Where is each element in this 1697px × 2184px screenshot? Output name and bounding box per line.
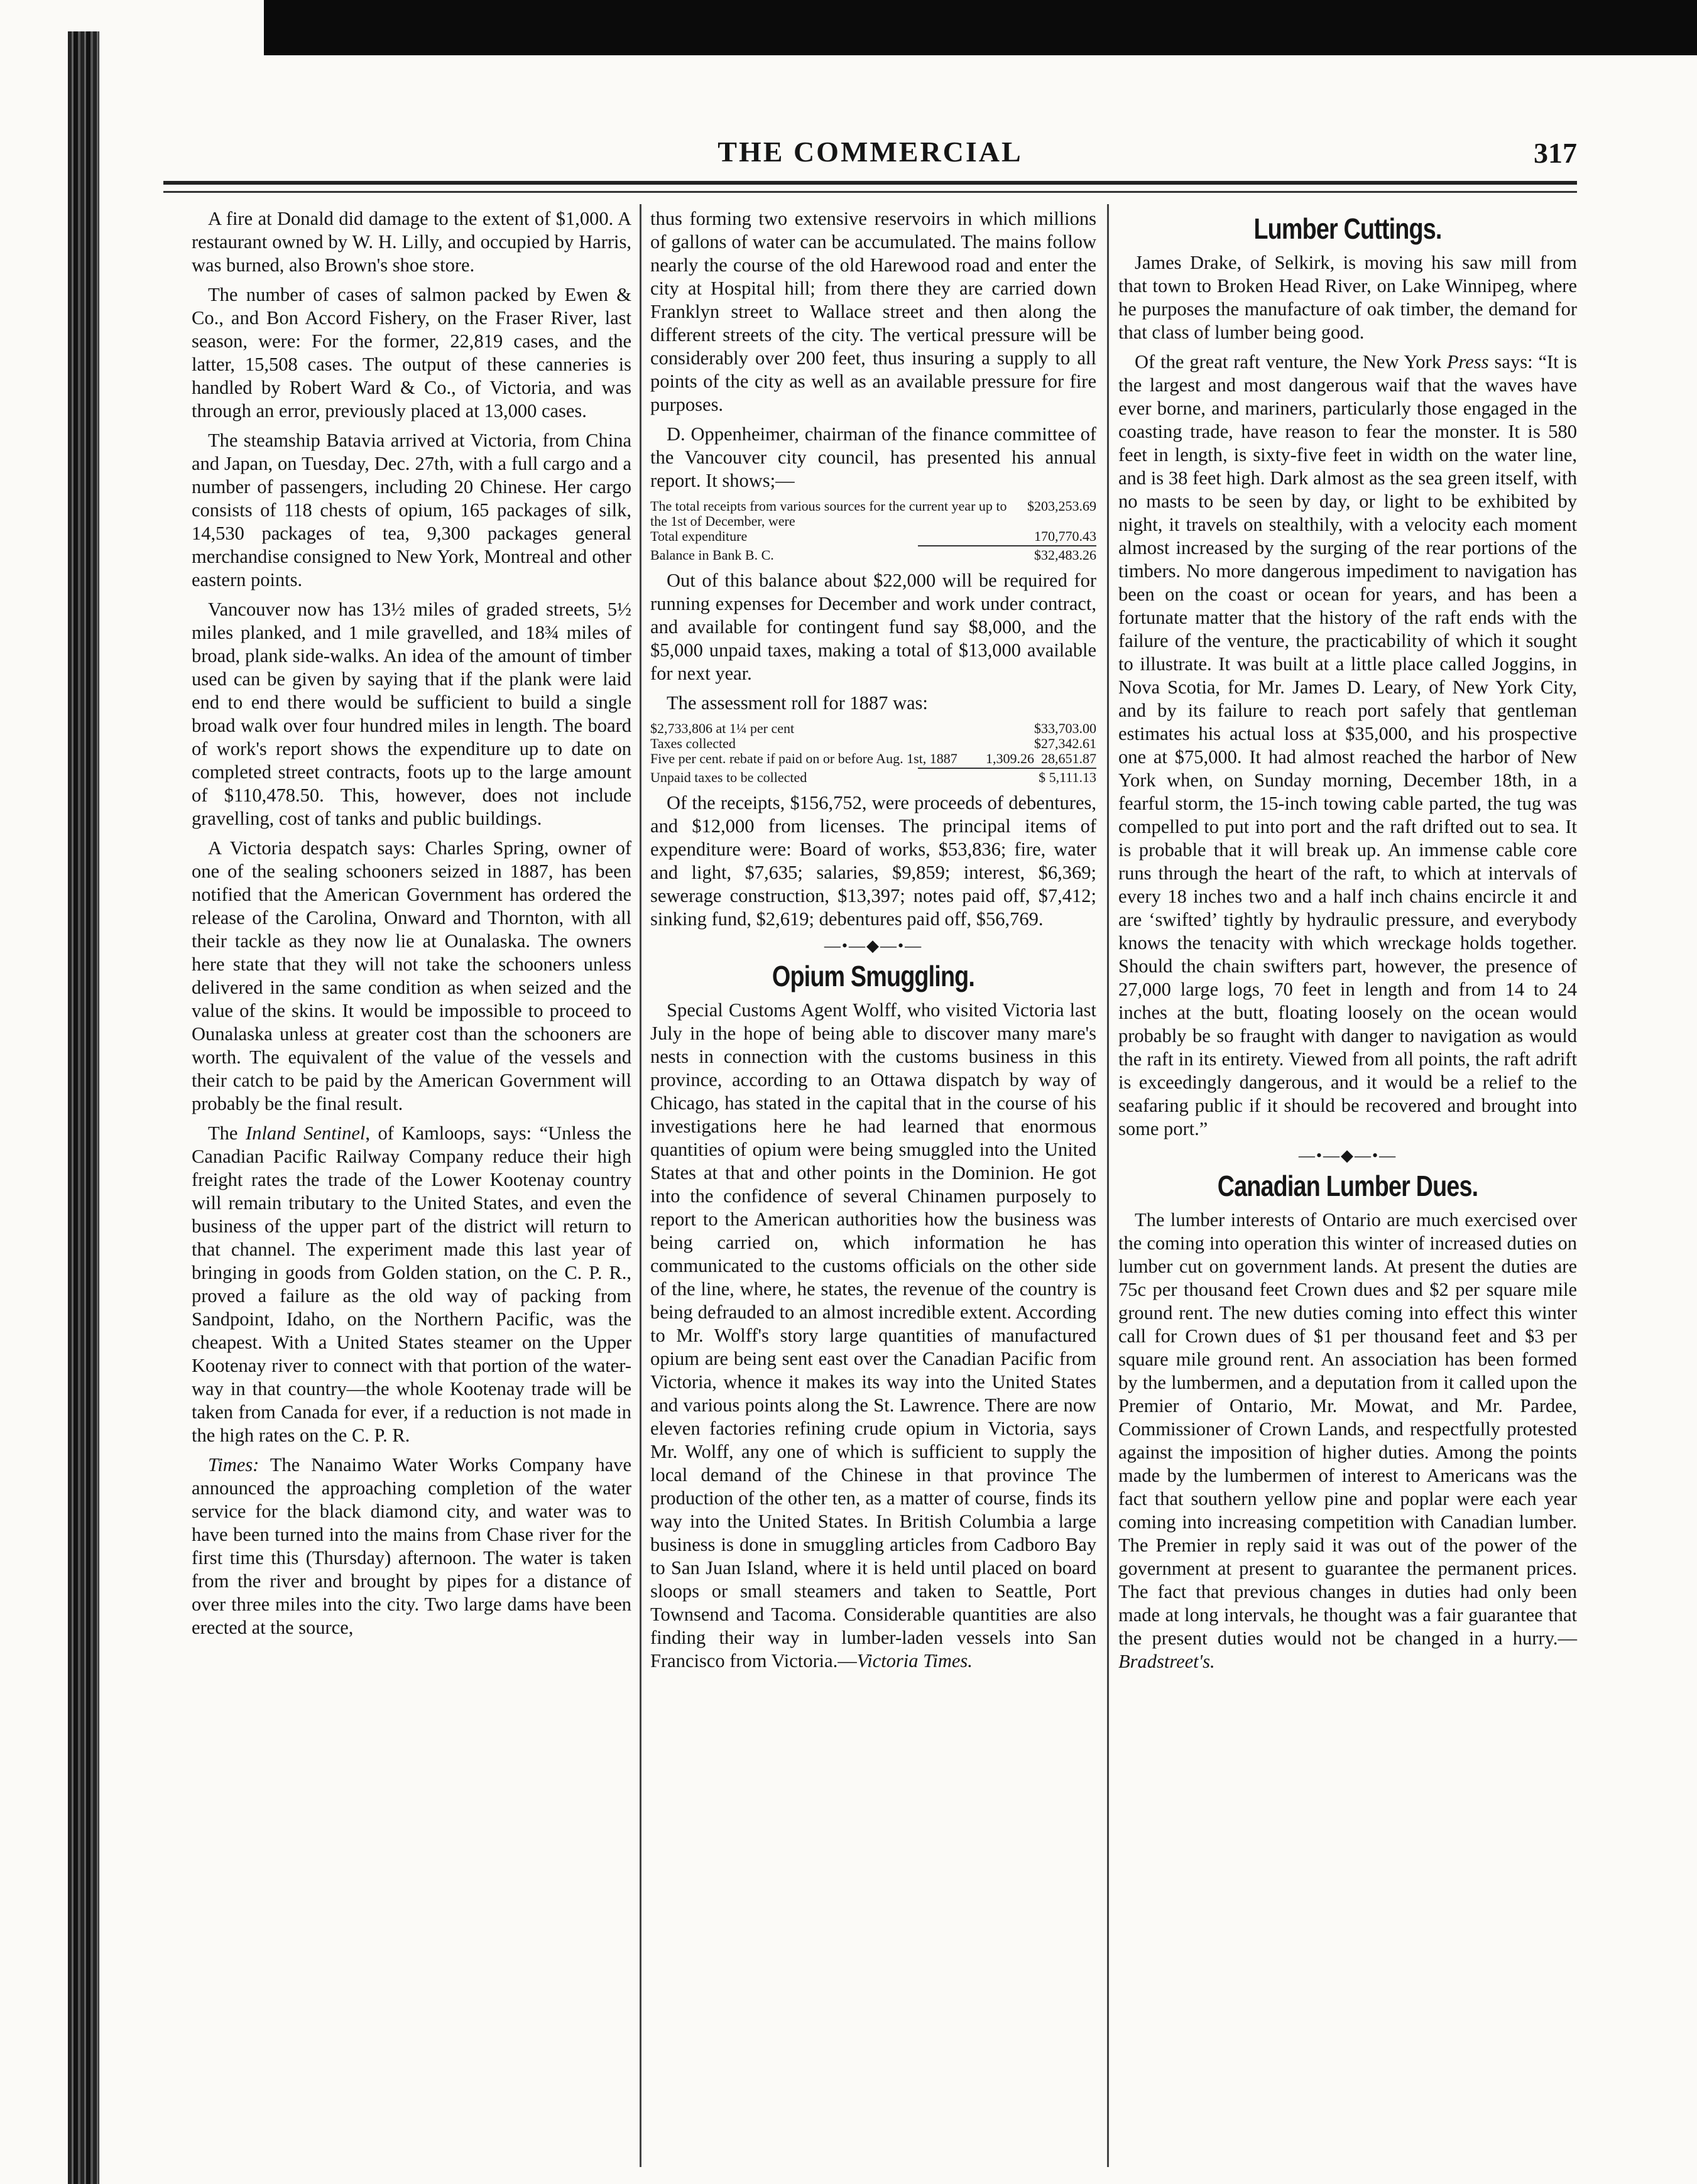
section-heading: Canadian Lumber Dues. (1217, 1170, 1478, 1202)
article-paragraph: Of the receipts, $156,752, were proceeds of debentures, and $12,000 from licenses. The principal items of expenditure were: Board of works, $53,836; fire, water and light, $7,635; salaries, $9,859; interest, $6,369; sewerage construction, $13,397; notes paid off, $7,412; sinking fund, $2,619; debentures paid off, $56,769. (650, 792, 1096, 930)
section-ornament: —•—◆—•— (824, 937, 923, 955)
column-divider (640, 204, 641, 2167)
column-3 (1118, 207, 1577, 1680)
article-paragraph: thus forming two extensive reservoirs in which millions of gallons of water can be accumulated. The mains follow nearly the course of the old Harewood road and enter the city at Hospital hill; from there they are carried down Franklyn street to Wallace street and then along the different streets of the city. The vertical pressure will be considerably over 200 feet, thus insuring a supply to all points of the city as well as an available pressure for fire purposes. (650, 208, 1096, 415)
source-credit: Victoria Times. (856, 1650, 973, 1671)
article-paragraph: D. Oppenheimer, chairman of the finance committee of the Vancouver city council, has presented his annual report. It shows;— (650, 423, 1096, 491)
section-heading: Lumber Cuttings. (1253, 212, 1442, 245)
page-header (163, 135, 1577, 179)
article-paragraph: The lumber interests of Ontario are much exercised over the coming into operation this winter of increased duties on lumber cut on government lands. At present the duties are 75c per thousand feet Crown dues and $2 per square mile ground rent. The new duties coming into effect this winter call for Crown dues of $1 per thousand feet and $3 per square mile ground rent. An association has been formed by the lumbermen, and a deputation from it called upon the Premier of Ontario, Mr. Mowat, and Mr. Pardee, Commissioner of Crown Lands, and respectfully protested against the imposition of higher duties. Among the points made by the lumbermen of interest to Americans was the fact that southern yellow pine and poplar were each year coming into increasing competition with Canadian lumber. The Premier in reply said it was out of the power of the government at present to guarantee the permanent prices. The fact that previous changes in duties had only been made at long intervals, he thought was a fair guarantee that the present duties would not be changed in a hurry.—Bradstreet's. (1118, 1209, 1577, 1672)
article-paragraph: A Victoria despatch says: Charles Spring, owner of one of the sealing schooners seized in 1887, has been notified that the American Government has ordered the release of the Carolina, Onward and Thornton, with all their tackle as they now lie at Ounalaska. The owners here state that they will not take the schooners unless delivered in the same condition as when seized and the value of the skins. It would be impossible to proceed to Ounalaska unless at greater cost than the schooners are worth. The equivalent of the value of the vessels and their catch to be paid by the American Government will probably be the final result. (192, 837, 631, 1114)
article-paragraph: Times: The Nanaimo Water Works Company have announced the approaching completion of the water service for the black diamond city, and water was to have been turned into the mains from Chase river for the first time this (Thursday) afternoon. The water is taken from the river and brought by pipes for a distance of over three miles into the city. Two large dams have been erected at the source, (192, 1454, 631, 1638)
finance-ledger: The total receipts from various sources for the current year up to the 1st of December, were $203,253.69 Total expenditure 170,770.43 Balance in Bank B. C. $32,483.26 (650, 498, 1096, 563)
scan-top-border (0, 0, 1697, 55)
article-paragraph: The number of cases of salmon packed by Ewen & Co., and Bon Accord Fishery, on the Fraser River, last season, were: For the former, 22,819 cases, and the latter, 15,508 cases. The output of these canneries is handled by Robert Ward & Co., of Victoria, and was through an error, previously placed at 13,000 cases. (192, 284, 631, 421)
article-paragraph: The steamship Batavia arrived at Victoria, from China and Japan, on Tuesday, Dec. 27th, with a full cargo and a number of passengers, including 20 Chinese. Her cargo consists of 118 chests of opium, 165 packages of silk, 14,530 packages of tea, 9,300 packages general merchandise consigned to New York, Montreal and other eastern points. (192, 430, 631, 590)
column-2 (650, 207, 1096, 1679)
article-paragraph: Out of this balance about $22,000 will be required for running expenses for December and work under contract, and available for contingent fund say $8,000, and the $5,000 unpaid taxes, making a total of $13,000 available for next year. (650, 570, 1096, 684)
article-paragraph: The assessment roll for 1887 was: (667, 692, 928, 714)
assessment-ledger: $2,733,806 at 1¼ per cent $33,703.00 Taxes collected $27,342.61 Five per cent. rebate if paid on or before Aug. 1st, 1887 1,309.26 28,651.87 Unpaid taxes to be collected $ 5,111.13 (650, 720, 1096, 785)
publication-name: Press (1446, 351, 1489, 372)
publication-name: Inland Sentinel (245, 1122, 366, 1144)
column-divider (1107, 204, 1109, 2167)
article-paragraph: Of the great raft venture, the New York Press says: “It is the largest and most dangerous waif that the waves have ever borne, and mariners, particularly those engaged in the coasting trade, have reason to fear the monster. It is 580 feet in length, is sixty-five feet in width on the water line, and is 38 feet high. Dark almost as the sea green itself, with no masts to be seen by day, or light to be exhibited by night, it travels on stealthily, with a velocity each moment almost increased by the surging of the rear portions of the timbers. No more dangerous impediment to navigation has been on the coast or ocean for years, and has been a fortunate matter that the history of the raft ends with the failure of the venture, the practicability of which it sought to illustrate. It was built at a little place called Joggins, in Nova Scotia, for Mr. James D. Leary, of New York City, and by its failure to reach port safely that gentleman estimates his actual loss at $35,000, and his prospective one at $75,000. It had almost reached the harbor of New York when, on Sunday morning, December 18th, in a fearful storm, the 15-inch towing cable parted, the tug was compelled to put into port and the raft drifted out to sea. It is probable that it will break up. An immense cable core runs through the heart of the raft, to which at intervals of every 18 inches two and a half inch chains encircle it and are ‘swifted’ tightly by hydraulic pressure, and everybody knows the tenacity with which wreckage holds together. Should the chain swifters part, however, the presence of 27,000 large logs, 70 feet in length and from 14 to 24 inches at the butt, floating loosely on the ocean would probably be so fraught with danger to navigation as would the raft in its entirety. Viewed from all points, the raft adrift is exceedingly dangerous, and it would be a relief to the seafaring public if it should be recovered and brought into some port.” (1118, 351, 1577, 1139)
article-paragraph: Vancouver now has 13½ miles of graded streets, 5½ miles planked, and 1 mile gravelled, and 18¾ miles of broad, plank side-walks. An idea of the amount of timber used can be given by saying that if the plank were laid end to end there would be sufficient to build a single broad walk over four hundred miles in length. The board of work's report shows the expenditure up to date on completed street contracts, foots up to the large amount of $110,478.50. This, however, does not include gravelling, cost of tanks and public buildings. (192, 599, 631, 829)
masthead-title: THE COMMERCIAL (718, 136, 1023, 168)
header-rule (163, 181, 1577, 193)
section-ornament: —•—◆—•— (1298, 1146, 1397, 1165)
article-paragraph: A fire at Donald did damage to the extent of $1,000. A restaurant owned by W. H. Lilly, and occupied by Harris, was burned, also Brown's shoe store. (192, 208, 631, 276)
page-number: 317 (1534, 137, 1577, 169)
binding-edge (68, 31, 99, 2184)
source-credit: Bradstreet's. (1118, 1651, 1215, 1672)
article-paragraph: Special Customs Agent Wolff, who visited Victoria last July in the hope of being able to discover many mare's nests in connection with the customs business in this province, according to an Ottawa dispatch by way of Chicago, has stated in the capital that in the course of his investigations here he had learned that enormous quantities of opium were being smuggled into the United States at that and other points in the Dominion. He got into the confidence of several Chinamen purposely to report to the American authorities how the business was being carried on, which information he has communicated to the customs officials on the other side of the line, where, he states, the revenue of the country is being defrauded to an almost incredible extent. According to Mr. Wolff's story large quantities of manufactured opium are being sent east over the Canadian Pacific from Victoria, whence it makes its way into the United States and various points along the St. Lawrence. There are now eleven factories refining crude opium in Victoria, says Mr. Wolff, any one of which is sufficient to supply the local demand of the Chinese in that province The production of the other ten, as a matter of course, finds its way into the United States. In British Columbia a large business is done in smuggling articles from Cadboro Bay to San Juan Island, where it is held until placed on board sloops or small steamers and taken to Seattle, Port Townsend and Tacoma. Considerable quantities are also finding their way in lumber-laden vessels into San Francisco from Victoria.—Victoria Times. (650, 999, 1096, 1671)
article-paragraph: The Inland Sentinel, of Kamloops, says: “Unless the Canadian Pacific Railway Company reduce their high freight rates the trade of the Lower Kootenay country will remain tributary to the United States, and even the business of the upper part of the district will return to that channel. The experiment made this last year of bringing in goods from Golden station, on the C. P. R., proved a failure as the old way of packing from Sandpoint, Idaho, on the Northern Pacific, was the cheapest. With a United States steamer on the Upper Kootenay river to connect with that portion of the water-way in that country—the whole Kootenay trade will be taken from Canada for ever, if a reduction is not made in the high rates on the C. P. R. (192, 1122, 631, 1446)
publication-name: Times: (208, 1454, 259, 1475)
section-heading: Opium Smuggling. (772, 960, 975, 992)
column-1 (192, 207, 631, 1646)
article-paragraph: James Drake, of Selkirk, is moving his saw mill from that town to Broken Head River, on Lake Winnipeg, where he purposes the manufacture of oak timber, the demand for that class of lumber being good. (1118, 252, 1577, 343)
